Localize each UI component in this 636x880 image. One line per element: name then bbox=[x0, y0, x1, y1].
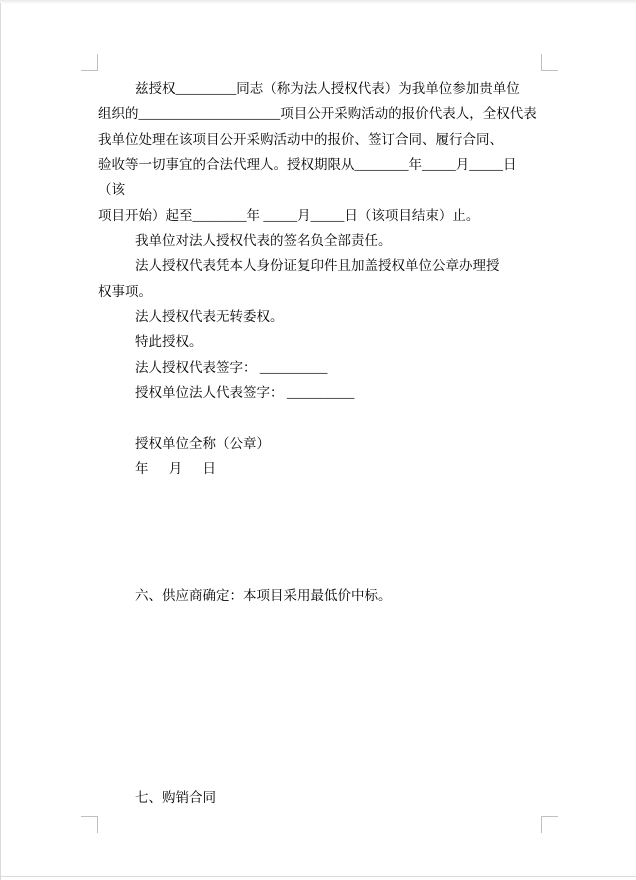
date-line: 年 月 日 bbox=[135, 460, 216, 476]
crop-mark-bottom-right bbox=[541, 816, 558, 833]
document-body bbox=[98, 76, 542, 811]
crop-mark-top-left bbox=[81, 54, 98, 71]
unit-name-seal-line: 授权单位全称（公章） bbox=[135, 435, 270, 451]
id-copy-line-2: 权事项。 bbox=[98, 283, 152, 299]
intro-line-2: 组织的_____________________项目公开采购活动的报价代表人，全权代表 bbox=[98, 106, 537, 122]
legal-representative-signature-line: 授权单位法人代表签字： __________ bbox=[135, 384, 355, 400]
intro-line-5: 项目开始）起至________年 _____月_____日（该项目结束）止。 bbox=[98, 207, 480, 223]
page-left-edge bbox=[0, 3, 1, 880]
section-six-heading: 六、供应商确定：本项目采用最低价中标。 bbox=[135, 587, 392, 603]
intro-line-3: 我单位处理在该项目公开采购活动中的报价、签订合同、履行合同、 bbox=[98, 131, 503, 147]
intro-line-1: 兹授权_________同志（称为法人授权代表）为我单位参加贵单位 bbox=[135, 81, 520, 96]
representative-signature-line: 法人授权代表签字： __________ bbox=[135, 359, 328, 375]
no-delegation-line: 法人授权代表无转委权。 bbox=[135, 308, 284, 324]
crop-mark-bottom-left bbox=[81, 816, 98, 833]
intro-line-4: 验收等一切事宜的合法代理人。授权期限从________年_____月_____日（该 bbox=[98, 156, 517, 198]
id-copy-line-1: 法人授权代表凭本人身份证复印件且加盖授权单位公章办理授 bbox=[135, 258, 500, 274]
crop-mark-top-right bbox=[541, 54, 558, 71]
page-top-shadow bbox=[0, 0, 636, 4]
hereby-authorize-line: 特此授权。 bbox=[135, 334, 203, 350]
page-bottom-edge bbox=[0, 876, 636, 877]
section-seven-heading: 七、购销合同 bbox=[135, 790, 216, 806]
responsibility-line: 我单位对法人授权代表的签名负全部责任。 bbox=[135, 232, 392, 248]
